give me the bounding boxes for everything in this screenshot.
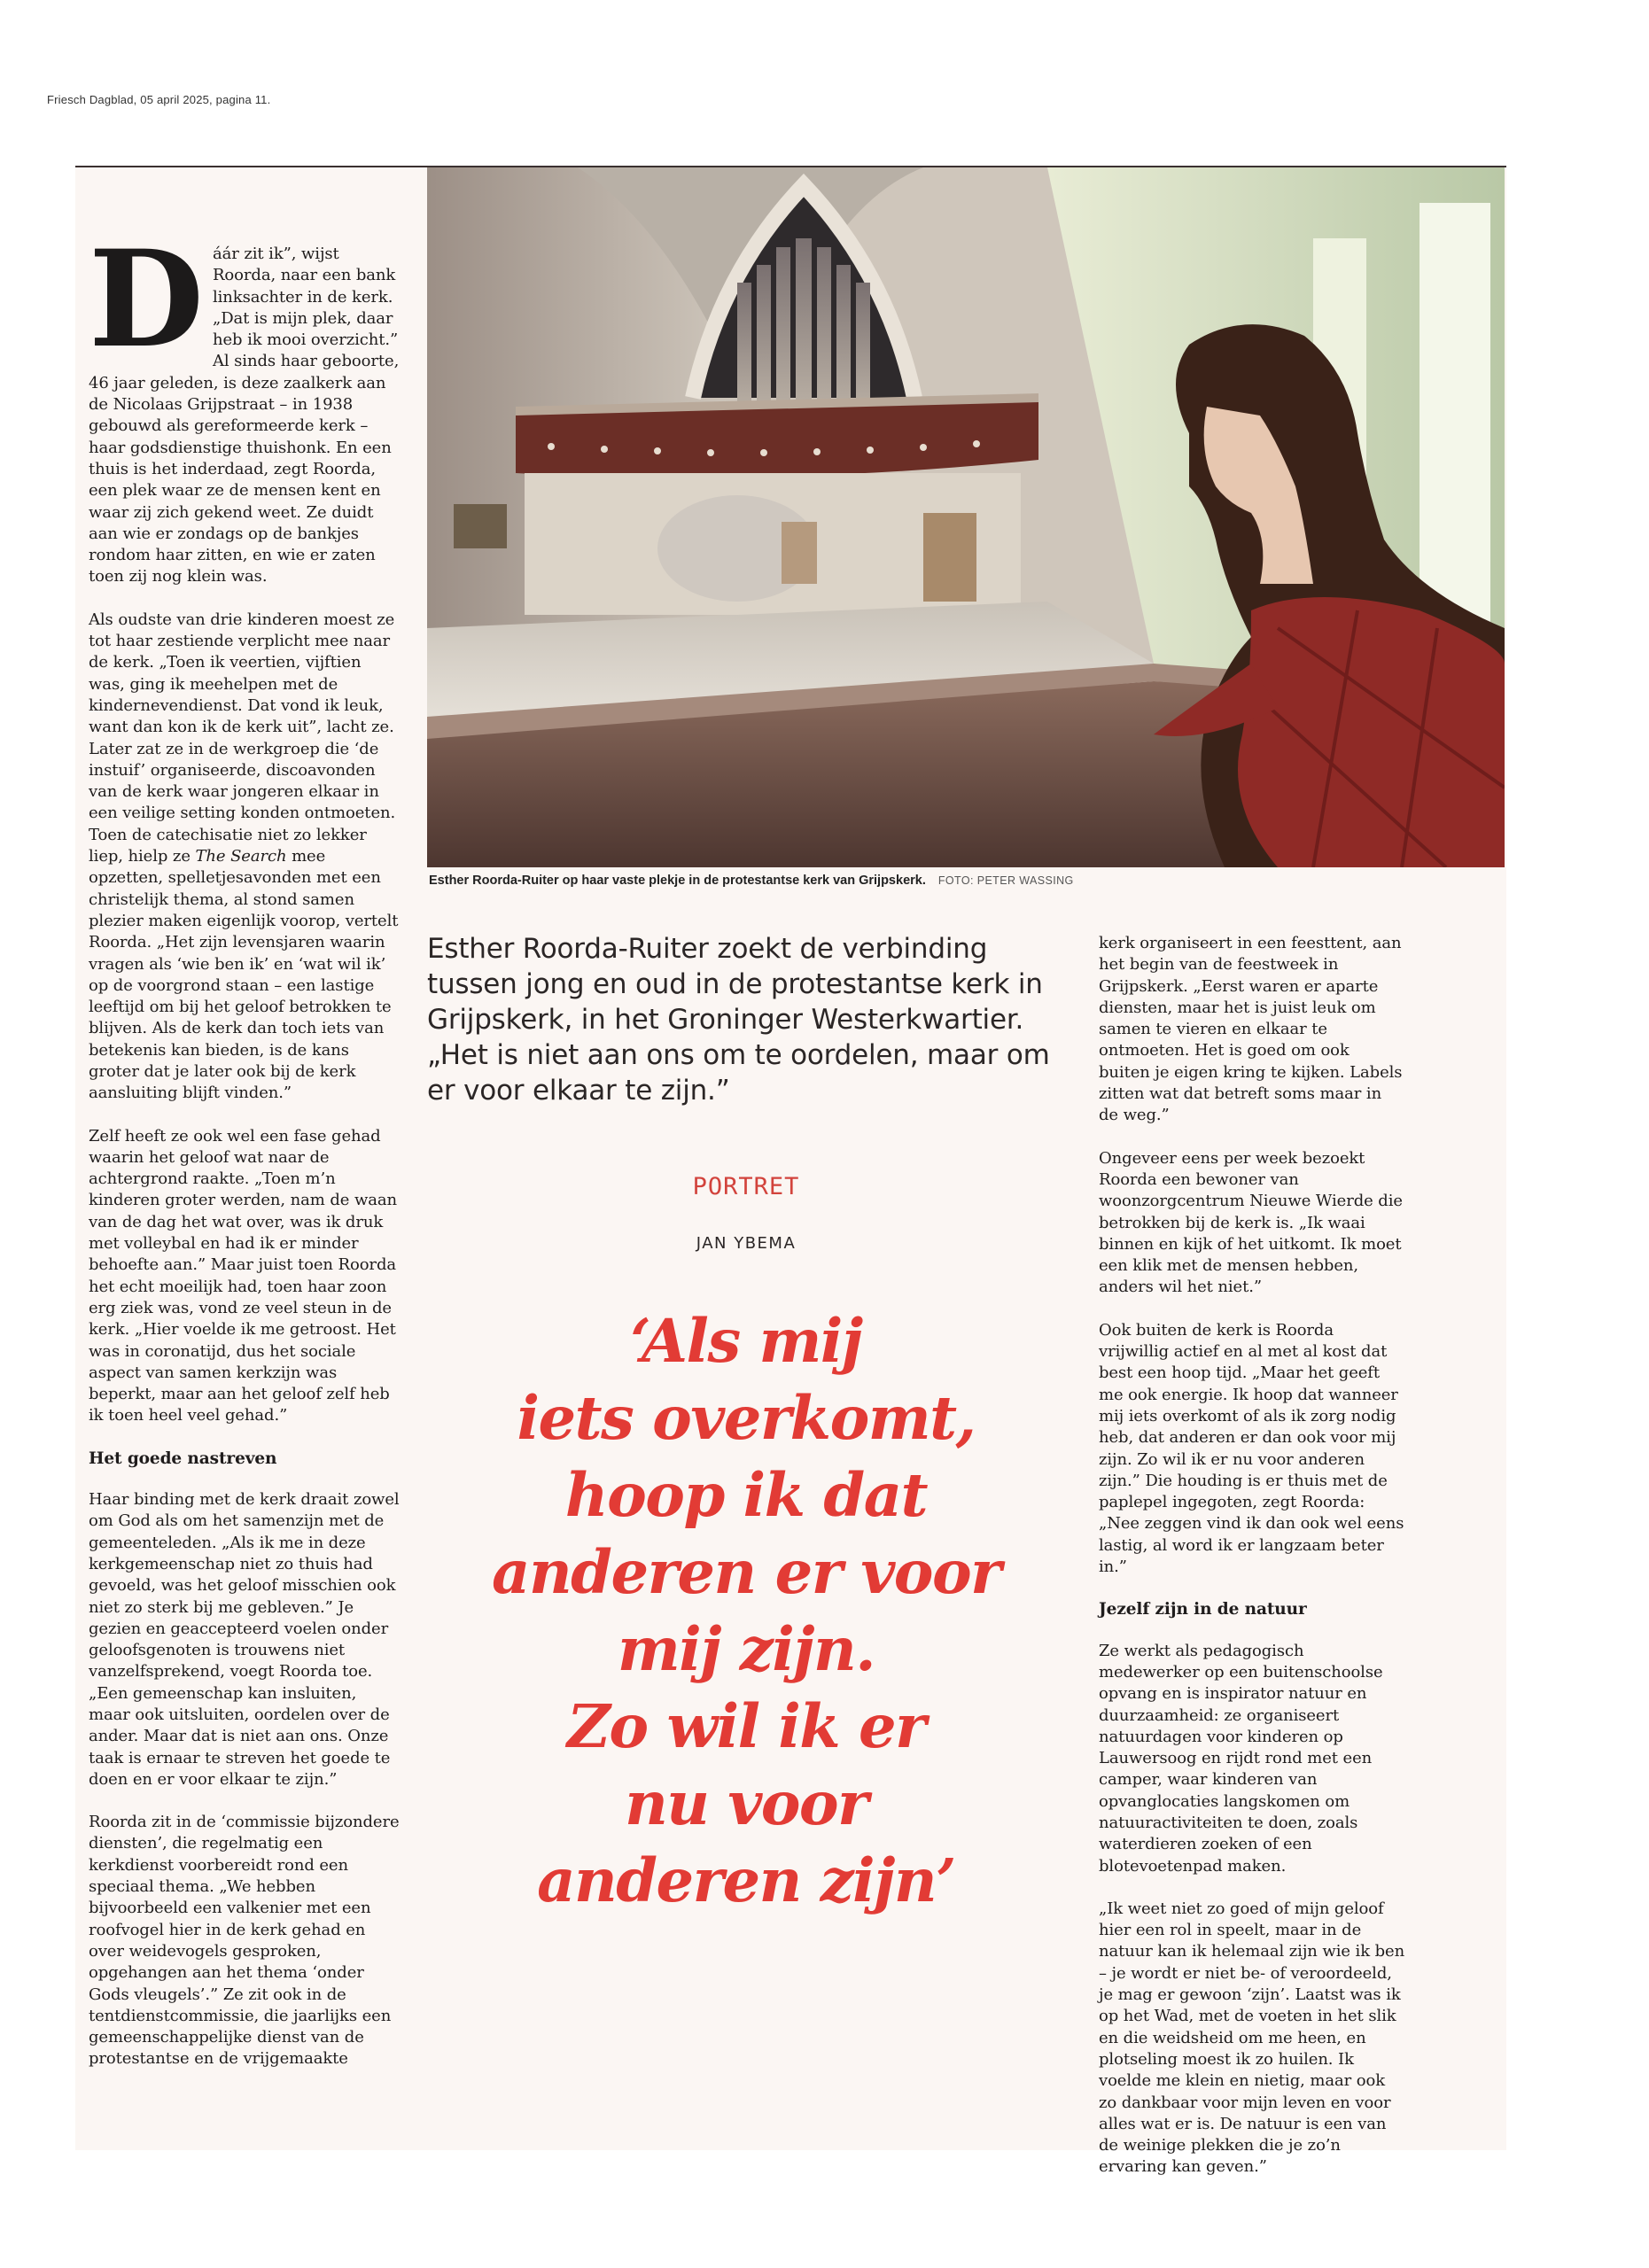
pull-quote-line: iets overkomt, — [517, 1383, 976, 1453]
paragraph: Ook buiten de kerk is Roorda vrijwillig actief en al met al kost dat best een hoop tijd. „Maar het geeft me ook energie. Ik hoop dat wanneer mij iets overkomt of als ik zorg nodig heb, dat anderen er dan ook voor mij zijn. Zo wil ik er nu voor anderen zijn.” Die houding is er thuis met de paplepel ingegoten, zegt Roorda: „Nee zeggen vind ik dan ook wel eens lastig, al word ik er langzaam beter in.” — [1099, 1320, 1404, 1577]
paragraph-text: Als oudste van drie kinderen moest ze tot haar zestiende verplicht mee naar de kerk. „Toen ik veertien, vijftien was, ging ik meehelpen met de kindernevendienst. Dat vond ik leuk, want dan kon ik de kerk uit”, lacht ze. Later zat ze in de werkgroep die ‘de instuif’ organiseerde, discoavonden van de kerk waar jongeren elkaar in een veilige setting konden ontmoeten. Toen de catechisatie niet zo lekker liep, hielp ze — [89, 610, 396, 866]
paragraph: „Ik weet niet zo goed of mijn geloof hier een rol in speelt, maar in de natuur kan ik helemaal zijn wie ik ben – je wordt er niet be- of veroordeeld, je mag er gewoon ‘zijn’. Laatst was ik op het Wad, met de voeten in het slik en die weidsheid om me heen, en plotseling moest ik zo huilen. Ik voelde me klein en nietig, maar ook zo dankbaar voor mijn leven en voor alles wat er is. De natuur is een van de weinige plekken die je zo’n ervaring kan geven.” — [1099, 1899, 1405, 2177]
photo-caption — [429, 874, 1501, 888]
pull-quote-line: ‘Als mij — [630, 1306, 862, 1376]
pull-quote-line: mij zijn. — [617, 1614, 875, 1684]
article-column-left — [89, 221, 401, 2092]
section-kicker: PORTRET — [692, 1173, 800, 1200]
pull-quote-line: anderen zijn’ — [537, 1845, 955, 1915]
subheading: Jezelf zijn in de natuur — [1099, 1600, 1307, 1619]
paragraph-intro — [89, 221, 401, 588]
paragraph-emphasis: The Search — [195, 847, 287, 866]
article-column-right — [1099, 933, 1405, 2200]
pull-quote — [427, 1302, 1065, 1919]
paragraph: Roorda zit in de ‘commissie bijzondere diensten’, die regelmatig een kerkdienst voorbereidt rond een speciaal thema. „We hebben bijvoorbeeld een valkenier met een roofvogel hier in de kerk gehad en over weidevogels gesproken, opgehangen aan het thema ‘onder Gods vleugels’.” Ze zit ook in de tentdienstcommissie, die jaarlijks een gemeenschappelijke dienst van de protestantse en de vrijgemaakte — [89, 1813, 400, 2069]
paragraph: Haar binding met de kerk draait zowel om God als om het samenzijn met de gemeenteleden. „Als ik me in deze kerkgemeenschap niet zo thuis had gevoeld, was het geloof misschien ook niet zo sterk bij me gebleven.” Je gezien en geaccepteerd voelen onder geloofsgenoten is trouwens niet vanzelfsprekend, voegt Roorda toe. „Een gemeenschap kan insluiten, maar ook uitsluiten, oordelen over de ander. Maar dat is niet aan ons. Onze taak is ernaar te streven het goede te doen en er voor elkaar te zijn.” — [89, 1490, 400, 1789]
pull-quote-line: anderen er voor — [492, 1537, 1000, 1607]
paragraph: kerk organiseert in een feesttent, aan het begin van de feestweek in Grijpskerk. „Eerst waren er aparte diensten, maar het is juist leuk om samen te vieren en elkaar te ontmoeten. Het is goed om ook buiten je eigen kring te kijken. Labels zitten wat dat betreft soms maar in de weg.” — [1099, 934, 1403, 1125]
photo-credit: FOTO: PETER WASSING — [937, 874, 1074, 887]
paragraph: Ongeveer eens per week bezoekt Roorda een bewoner van woonzorgcentrum Nieuwe Wierde die betrokken bij de kerk is. „Ik waai binnen en kijk of het uitkomt. Ik moet een klik met de mensen hebben, anders wil het niet.” — [1099, 1148, 1403, 1297]
paragraph-intro-text: áár zit ik”, wijst Roorda, naar een bank linksachter in de kerk. „Dat is mijn plek, daar heb ik mooi overzicht.” Al sinds haar geboorte, 46 jaar geleden, is deze zaalkerk aan de Nicolaas Grijpstraat – in 1938 gebouwd als gereformeerde kerk – haar godsdienstige thuishonk. En een thuis is het inderdaad, zegt Roorda, een plek waar ze de mensen kent en waar zij zich gekend weet. Ze duidt aan wie er zondags op de bankjes rondom haar zitten, en wie er zaten toen zij nog klein was. — [89, 245, 400, 586]
article-lede: Esther Roorda-Ruiter zoekt de verbinding tussen jong en oud in de protestantse kerk in Grijpskerk, in het Groninger Westerkwartier. „Het is niet aan ons om te oordelen, maar om er voor elkaar te zijn.” — [427, 933, 1050, 1107]
pull-quote-line: hoop ik dat — [564, 1460, 928, 1530]
caption-text: Esther Roorda-Ruiter op haar vaste plekje in de protestantse kerk van Grijpskerk. — [429, 874, 926, 888]
paragraph — [89, 610, 401, 1105]
drop-cap: D — [89, 221, 204, 377]
author-byline: JAN YBEMA — [696, 1234, 797, 1253]
pull-quote-line: nu voor — [625, 1768, 867, 1838]
source-line: Friesch Dagblad, 05 april 2025, pagina 11. — [47, 93, 271, 106]
paragraph-text: mee opzetten, spelletjesavonden met een christelijk thema, al stond samen plezier maken eigenlijk voorop, vertelt Roorda. „Het zijn levensjaren waarin vragen als ‘wie ben ik’ en ‘wat wil ik’ op de voorgrond staan – een lastige leeftijd om bij het geloof betrokken te blijven. Als de kerk dan toch iets van betekenis kan bieden, is de kans groter dat je later ook bij de kerk aansluiting blijft vinden.” — [89, 847, 399, 1103]
subheading: Het goede nastreven — [89, 1449, 277, 1468]
paragraph: Zelf heeft ze ook wel een fase gehad waarin het geloof wat naar de achtergrond raakte. „Toen m’n kinderen groter werden, nam de waan van de dag het wat over, was ik druk met volleybal en had ik er minder behoefte aan.” Maar juist toen Roorda het echt moeilijk had, toen haar zoon erg ziek was, vond ze veel steun in de kerk. „Hier voelde ik me getroost. Het was in coronatijd, dus het sociale aspect van samen kerkzijn was beperkt, maar aan het geloof zelf heb ik toen heel veel gehad.” — [89, 1126, 398, 1425]
church-interior-illustration — [427, 167, 1505, 867]
church-photo — [427, 167, 1505, 867]
paragraph: Ze werkt als pedagogisch medewerker op een buitenschoolse opvang en is inspirator natuur en duurzaamheid: ze organiseert natuurdagen voor kinderen op Lauwersoog en rijdt rond met een camper, waar kinderen van opvanglocaties langskomen om natuuractiviteiten te doen, zoals waterdieren zoeken of een blotevoetenpad maken. — [1099, 1641, 1383, 1876]
pull-quote-line: Zo wil ik er — [567, 1691, 925, 1761]
